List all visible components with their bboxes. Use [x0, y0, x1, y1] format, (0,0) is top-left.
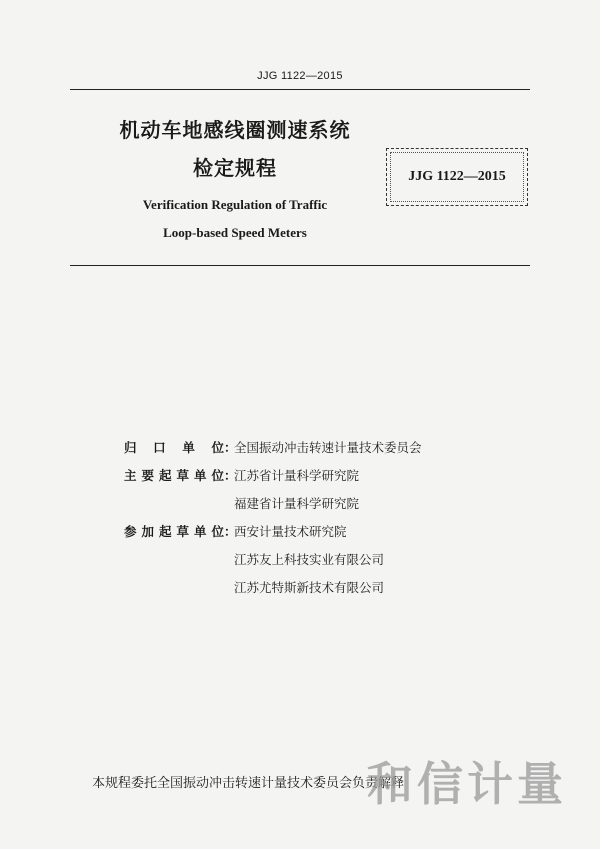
header-standard-code: JJG 1122—2015	[257, 70, 343, 82]
unit-value: 江苏尤特斯新技术有限公司	[234, 580, 385, 595]
unit-colon: ：	[224, 524, 237, 539]
unit-label: 归 口 单 位	[124, 440, 224, 455]
standard-code-box	[386, 148, 528, 206]
title-cn-line2: 检定规程	[193, 156, 277, 180]
unit-row	[124, 522, 544, 550]
unit-value: 全国振动冲击转速计量技术委员会	[234, 440, 422, 455]
svg-text:和信计量: 和信计量	[367, 757, 567, 811]
unit-row	[124, 578, 544, 606]
title-en-line2: Loop-based Speed Meters	[163, 225, 307, 240]
drafting-units-list	[124, 438, 544, 606]
title-block	[100, 116, 370, 242]
title-cn-line1: 机动车地感线圈测速系统	[119, 118, 351, 142]
unit-row	[124, 438, 544, 466]
middle-divider	[70, 265, 530, 266]
unit-row	[124, 466, 544, 494]
interpretation-note: 本规程委托全国振动冲击转速计量技术委员会负责解释	[92, 776, 405, 791]
unit-row	[124, 494, 544, 522]
unit-colon: ：	[224, 440, 237, 455]
unit-value: 西安计量技术研究院	[234, 524, 347, 539]
unit-value: 福建省计量科学研究院	[234, 496, 360, 511]
top-divider	[70, 89, 530, 90]
unit-label: 主要起草单位	[124, 468, 224, 483]
unit-colon: ：	[224, 468, 237, 483]
standard-code-box-text: JJG 1122—2015	[408, 169, 506, 184]
unit-value: 江苏友上科技实业有限公司	[234, 552, 385, 567]
unit-label: 参加起草单位	[124, 524, 224, 539]
title-en-line1: Verification Regulation of Traffic	[142, 197, 328, 212]
unit-value: 江苏省计量科学研究院	[234, 468, 360, 483]
unit-row	[124, 550, 544, 578]
